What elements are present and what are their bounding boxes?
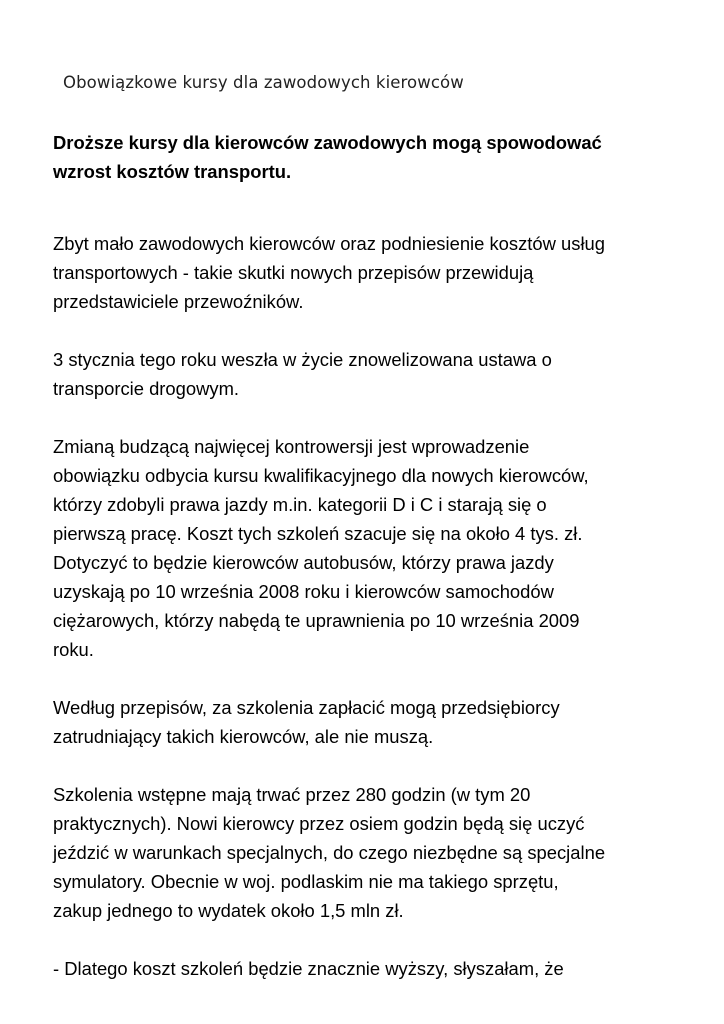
body-paragraph-3: Zmianą budzącą najwięcej kontrowersji jest wprowadzenie obowiązku odbycia kursu kwalifikacyjnego dla nowych kierowców, którzy zdobyli prawa jazdy m.in. kategorii D i C i starają się o pierwszą pracę. Koszt tych szkoleń szacuje się na około 4 tys. zł. Dotyczyć to będzie kierowców autobusów, którzy prawa jazdy uzyskają po 10 września 2008 roku i kierowców samochodów ciężarowych, którzy nabędą te uprawnienia po 10 września 2009 roku. [53, 436, 589, 660]
document-title: Obowiązkowe kursy dla zawodowych kierowców [63, 73, 464, 92]
body-paragraph-4: Według przepisów, za szkolenia zapłacić mogą przedsiębiorcy zatrudniający takich kierowców, ale nie muszą. [53, 697, 560, 747]
article-body [53, 229, 693, 1012]
lead-paragraph: Droższe kursy dla kierowców zawodowych mogą spowodować wzrost kosztów transportu. [53, 132, 602, 182]
body-paragraph-6: - Dlatego koszt szkoleń będzie znacznie wyższy, słyszałam, że [53, 958, 564, 979]
body-paragraph-5: Szkolenia wstępne mają trwać przez 280 godzin (w tym 20 praktycznych). Nowi kierowcy przez osiem godzin będą się uczyć jeździć w warunkach specjalnych, do czego niezbędne są specjalne symulatory. Obecnie w woj. podlaskim nie ma takiego sprzętu, zakup jednego to wydatek około 1,5 mln zł. [53, 784, 606, 921]
body-paragraph-2: 3 stycznia tego roku weszła w życie znowelizowana ustawa o transporcie drogowym. [53, 349, 552, 399]
body-paragraph-1: Zbyt mało zawodowych kierowców oraz podniesienie kosztów usług transportowych - takie skutki nowych przepisów przewidują przedstawiciele przewoźników. [53, 233, 605, 312]
